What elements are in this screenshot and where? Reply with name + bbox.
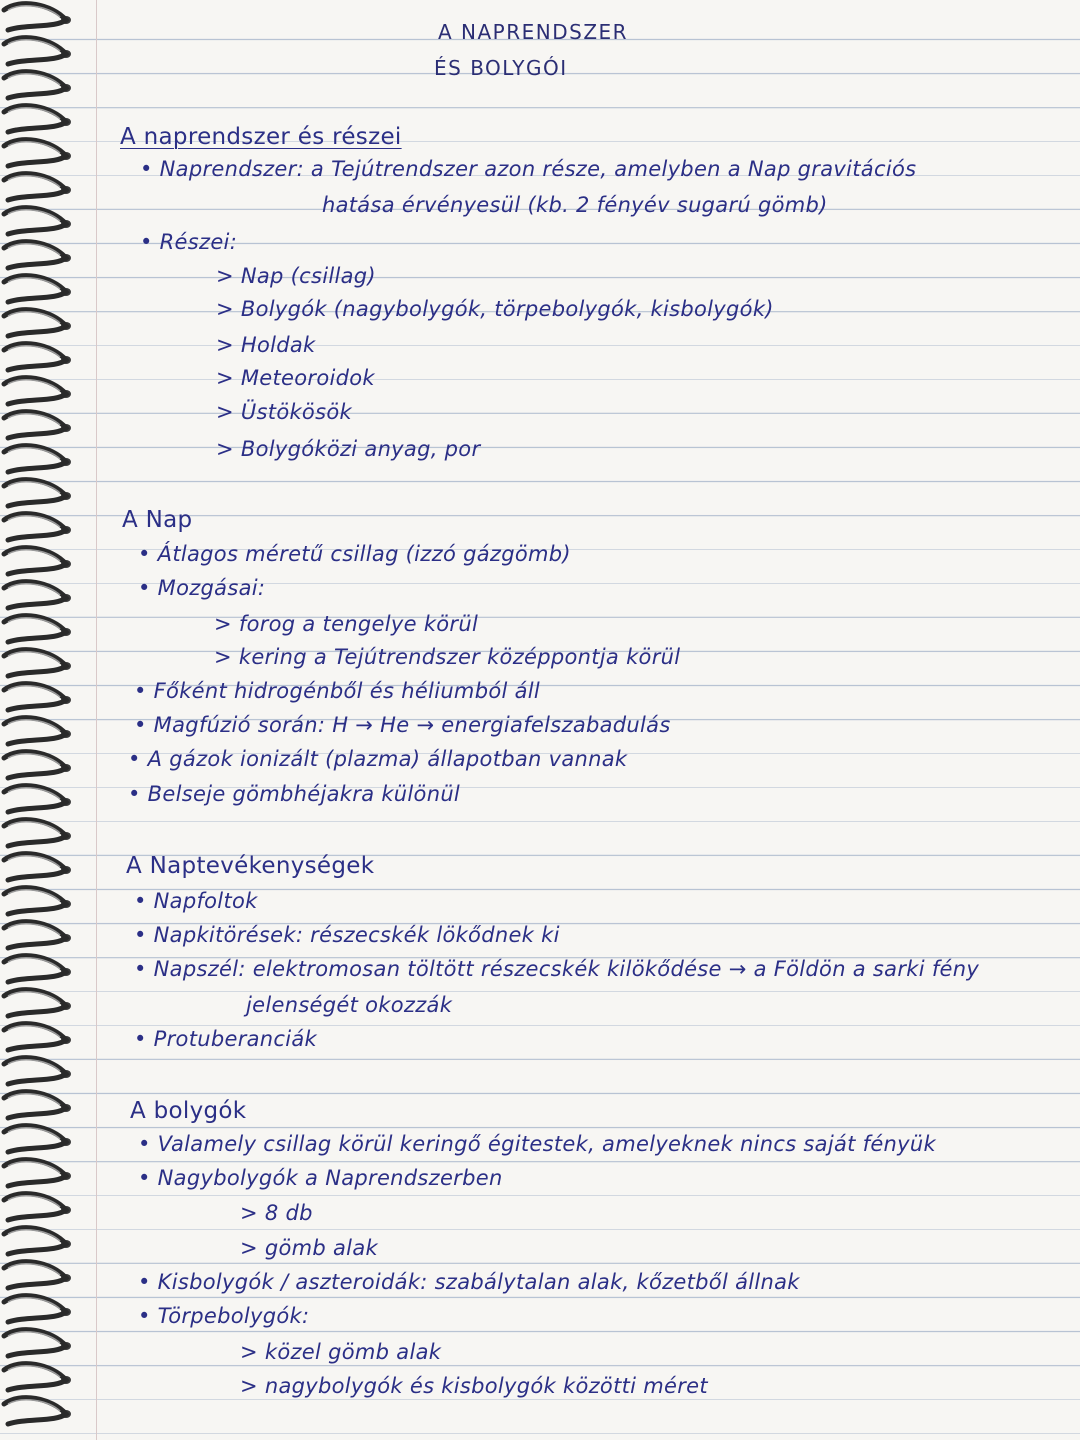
nap-move-forog: > forog a tengelye körül xyxy=(214,612,479,636)
definition-line-2: hatása érvényesül (kb. 2 fényév sugarú gömb) xyxy=(322,193,828,217)
naptev-line-protuberanciak: • Protuberanciák xyxy=(134,1027,318,1051)
spiral-coil xyxy=(4,1024,71,1050)
spiral-coil xyxy=(4,582,71,608)
bolygok-line-definicio: • Valamely csillag körül keringő égitestek, amelyeknek nincs saját fényük xyxy=(138,1132,936,1156)
list-item-meteoroidok: > Meteoroidok xyxy=(216,366,375,390)
spiral-coil xyxy=(4,242,71,268)
section-heading-nap: A Nap xyxy=(122,507,193,533)
bolygok-sub-8db: > 8 db xyxy=(240,1201,313,1225)
spiral-coil xyxy=(4,786,71,812)
definition-line-1: • Naprendszer: a Tejútrendszer azon része, amelyben a Nap gravitációs xyxy=(140,157,917,181)
spiral-coil xyxy=(4,820,71,846)
spiral-coil xyxy=(4,854,71,880)
spiral-coil xyxy=(4,1228,71,1254)
spiral-coil xyxy=(4,38,71,64)
nap-line-belseje: • Belseje gömbhéjakra különül xyxy=(128,782,461,806)
nap-line-plazma: • A gázok ionizált (plazma) állapotban vannak xyxy=(128,747,628,771)
naptev-line-napfoltok: • Napfoltok xyxy=(134,889,258,913)
spiral-coil xyxy=(4,548,71,574)
spiral-coil xyxy=(4,888,71,914)
list-item-ustokosok: > Üstökösök xyxy=(216,400,352,424)
spiral-coil xyxy=(4,480,71,506)
bolygok-sub-kozel-gomb: > közel gömb alak xyxy=(240,1340,442,1364)
spiral-coil xyxy=(4,1160,71,1186)
spiral-coil xyxy=(4,1126,71,1152)
nap-move-kering: > kering a Tejútrendszer középpontja körül xyxy=(214,645,681,669)
margin-line xyxy=(96,0,97,1440)
spiral-coil xyxy=(4,412,71,438)
spiral-coil xyxy=(4,310,71,336)
naptev-line-napszel-cont: jelenségét okozzák xyxy=(246,993,453,1017)
spiral-coil xyxy=(4,378,71,404)
bolygok-line-torpebolygok: • Törpebolygók: xyxy=(138,1304,310,1328)
spiral-coil xyxy=(4,650,71,676)
spiral-coil xyxy=(4,174,71,200)
spiral-coil xyxy=(4,1398,71,1424)
naptev-line-napkitoresek: • Napkitörések: részecskék lökődnek ki xyxy=(134,923,560,947)
list-item-nap: > Nap (csillag) xyxy=(216,264,376,288)
spiral-coil xyxy=(4,1296,71,1322)
spiral-coil xyxy=(4,684,71,710)
spiral-coil xyxy=(4,752,71,778)
nap-line-magfuzio: • Magfúzió során: H → He → energiafelszabadulás xyxy=(134,713,671,737)
spiral-coil xyxy=(4,1364,71,1390)
spiral-coil xyxy=(4,718,71,744)
nap-line-hidrogen: • Főként hidrogénből és héliumból áll xyxy=(134,679,541,703)
spiral-coil xyxy=(4,1058,71,1084)
spiral-coil xyxy=(4,72,71,98)
spiral-coil xyxy=(4,1330,71,1356)
spiral-coil xyxy=(4,1194,71,1220)
spiral-coil xyxy=(4,616,71,642)
spiral-coil xyxy=(4,208,71,234)
section-heading-naptevekenysegek: A Naptevékenységek xyxy=(126,853,375,879)
spiral-binding xyxy=(0,0,80,1440)
nap-line-mozgasai: • Mozgásai: xyxy=(138,576,266,600)
spiral-coil xyxy=(4,106,71,132)
spiral-coil xyxy=(4,276,71,302)
spiral-coil xyxy=(4,1262,71,1288)
list-item-bolygokozi-anyag: > Bolygóközi anyag, por xyxy=(216,437,481,461)
spiral-coil xyxy=(4,922,71,948)
section-heading-bolygok: A bolygók xyxy=(130,1098,247,1124)
spiral-coil xyxy=(4,956,71,982)
page-title-line1: A NAPRENDSZER xyxy=(438,20,629,44)
spiral-coil xyxy=(4,344,71,370)
spiral-coil xyxy=(4,990,71,1016)
list-item-holdak: > Holdak xyxy=(216,333,316,357)
page-title-line2: ÉS BOLYGÓI xyxy=(434,56,568,80)
bolygok-line-kisbolygok: • Kisbolygók / aszteroidák: szabálytalan alak, kőzetből állnak xyxy=(138,1270,800,1294)
spiral-coil xyxy=(4,140,71,166)
naptev-line-napszel: • Napszél: elektromosan töltött részecskék kilökődése → a Földön a sarki fény xyxy=(134,957,980,981)
parts-label: • Részei: xyxy=(140,230,238,254)
spiral-coil xyxy=(4,1092,71,1118)
spiral-coil xyxy=(4,446,71,472)
bolygok-sub-gomb-alak: > gömb alak xyxy=(240,1236,378,1260)
bolygok-sub-meret: > nagybolygók és kisbolygók közötti méret xyxy=(240,1374,708,1398)
section-heading-naprendszer: A naprendszer és részei xyxy=(120,124,402,150)
spiral-coil xyxy=(4,514,71,540)
spiral-coil xyxy=(4,4,71,30)
list-item-bolygok: > Bolygók (nagybolygók, törpebolygók, kisbolygók) xyxy=(216,297,774,321)
nap-line-atlagos: • Átlagos méretű csillag (izzó gázgömb) xyxy=(138,542,571,566)
bolygok-line-nagybolygok: • Nagybolygók a Naprendszerben xyxy=(138,1166,503,1190)
